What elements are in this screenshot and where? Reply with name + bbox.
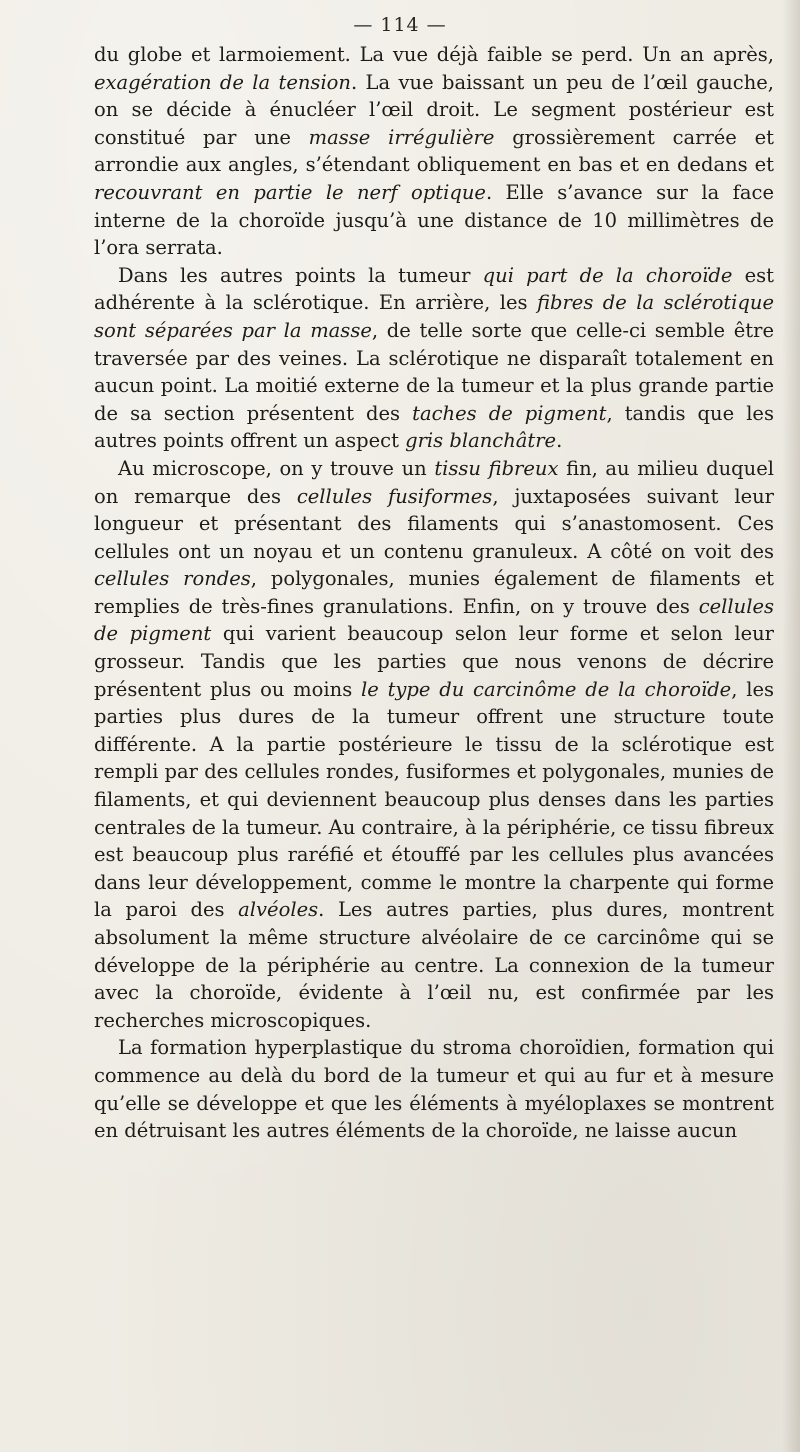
text-run: . Elle s’avance sur la face interne de la choroïde jusqu’à une distance de 10 millimètres de l’ora serrata. [94, 180, 774, 260]
italic-text: qui part de la choroïde [482, 263, 733, 287]
text-run: qui varient beaucoup selon leur forme et selon leur grosseur. Tandis que les parties que nous venons de décrire présentent plus ou moins [94, 622, 774, 701]
text-run: . Les autres parties, plus dures, montrent absolument la même structure alvéolaire de ce carcinôme qui se développe de la périphérie au centre. La connexion de la tumeur avec la choroïde, évidente à l’œil nu, est confirmée par les recherches microscopiques. [94, 898, 774, 1032]
text-run: fin, au milieu duquel on remarque des [94, 456, 774, 508]
text-run: , polygonales, munies également de filaments et remplies de très-fines granulations. Enfin, on y trouve des [94, 567, 774, 618]
italic-text: recouvrant en partie le nerf optique [94, 180, 486, 204]
text-run: Au microscope, on y trouve un [118, 456, 435, 480]
text-run: , les parties plus dures de la tumeur offrent une structure toute différente. A la partie postérieure le tissu de la sclérotique est rempli par des cellules rondes, fusiformes et polygonales, munies de filaments, et qui deviennent beaucoup plus denses dans les parties centrales de la tumeur. Au contraire, à la périphérie, ce tissu fibreux est beaucoup plus raréfié et étouffé par les cellules plus avancées dans leur développement, comme le montre la charpente qui forme la paroi des [94, 677, 774, 922]
text-run: . [556, 429, 563, 453]
text-run: La formation hyperplastique du stroma choroïdien, formation qui commence au delà du bord de la tumeur et qui au fur et à mesure qu’elle se développe et que les éléments à myéloplaxes se montrent en détruisant les autres éléments de la choroïde, ne laisse aucun [94, 1036, 774, 1143]
text-run: . La vue baissant un peu de l’œil gauche, on se décide à énucléer l’œil droit. Le segment postérieur est constitué par une [94, 70, 775, 149]
text-run: , de telle sorte que celle-ci semble être traversée par des veines. La sclérotique ne disparaît totalement en aucun point. La moitié externe de la tumeur et la plus grande partie de sa section présentent des [94, 318, 774, 425]
italic-text: taches de pigment [412, 401, 607, 425]
body-text [94, 41, 774, 1145]
text-run: est adhérente à la sclérotique. En arrière, les [94, 263, 774, 315]
italic-text: tissu fibreux [434, 456, 559, 480]
text-run: du globe et larmoiement. La vue déjà faible se perd. Un an après, [94, 43, 774, 66]
italic-text: le type du carcinôme de la choroïde [361, 677, 732, 701]
page-number: — 114 — [353, 14, 447, 36]
paragraph [94, 455, 774, 1034]
italic-text: cellules de pigment [94, 594, 774, 646]
italic-text: exagération de la tension [94, 70, 351, 94]
text-run: , tandis que les autres points offrent un aspect [94, 401, 774, 453]
italic-text: cellules rondes [94, 567, 251, 591]
italic-text: alvéoles [238, 898, 319, 922]
paragraph [94, 41, 774, 262]
text-run: grossièrement carrée et arrondie aux angles, s’étendant obliquement en bas et en dedans et [94, 125, 774, 177]
italic-text: gris blanchâtre [405, 429, 557, 453]
page-edge-shadow [782, 0, 800, 1452]
text-run: , juxtaposées suivant leur longueur et présentant des filaments qui s’anastomosent. Ces cellules ont un noyau et un contenu granuleux. A côté on voit des [94, 484, 774, 563]
paragraph [94, 262, 774, 455]
italic-text: masse irrégulière [308, 125, 495, 149]
text-run: Dans les autres points la tumeur [118, 263, 483, 287]
paragraph [94, 1034, 774, 1144]
italic-text: fibres de la sclérotique sont séparées par la masse [94, 291, 774, 342]
italic-text: cellules fusiformes [296, 484, 493, 508]
